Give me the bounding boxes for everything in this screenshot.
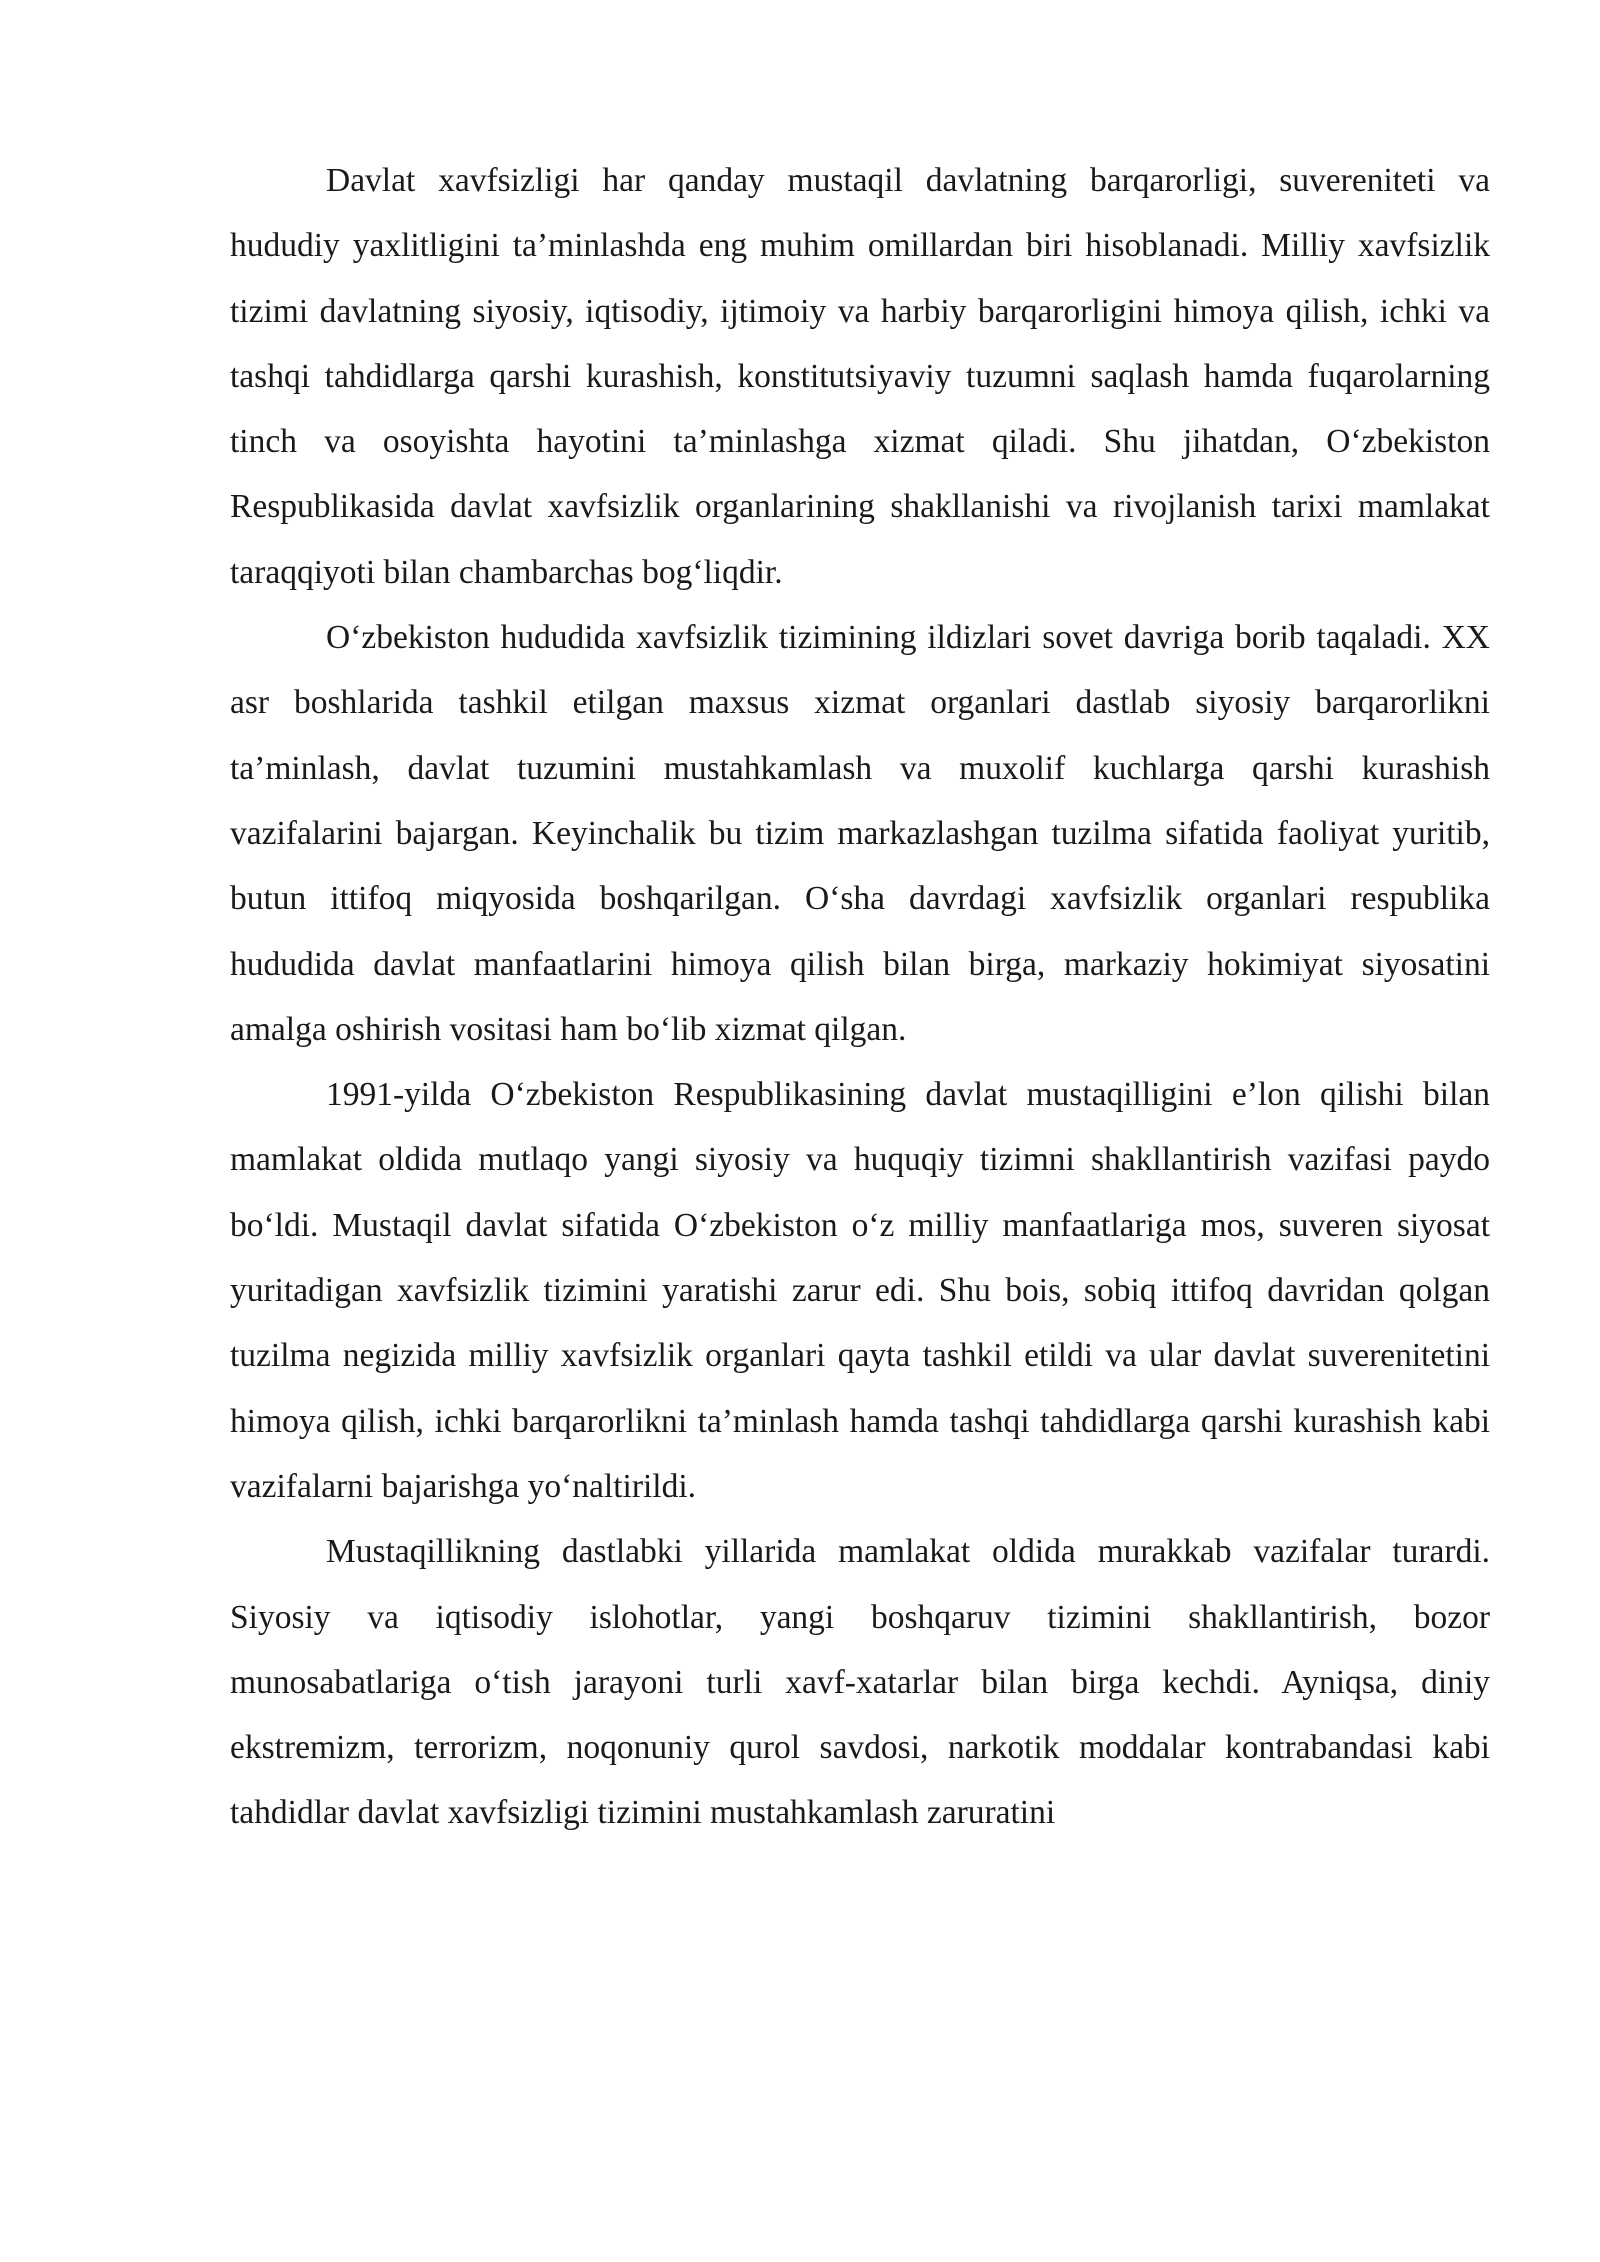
paragraph-1: Davlat xavfsizligi har qanday mustaqil davlatning barqarorligi, suvereniteti va hududiy yaxlitligini ta’minlashda eng muhim omillardan biri hisoblanadi. Milliy xavfsizlik tizimi davlatning siyosiy, iqtisodiy, ijtimoiy va harbiy barqarorligini himoya qilish, ichki va tashqi tahdidlarga qarshi kurashish, konstitutsiyaviy tuzumni saqlash hamda fuqarolarning tinch va osoyishta hayotini ta’minlashga xizmat qiladi. Shu jihatdan, O‘zbekiston Respublikasida davlat xavfsizlik organlarining shakllanishi va rivojlanish tarixi mamlakat taraqqiyoti bilan chambarchas bog‘liqdir. (230, 162, 1490, 591)
paragraph-3: 1991-yilda O‘zbekiston Respublikasining davlat mustaqilligini e’lon qilishi bilan mamlakat oldida mutlaqo yangi siyosiy va huquqiy tizimni shakllantirish vazifasi paydo bo‘ldi. Mustaqil davlat sifatida O‘zbekiston o‘z milliy manfaatlariga mos, suveren siyosat yuritadigan xavfsizlik tizimini yaratishi zarur edi. Shu bois, sobiq ittifoq davridan qolgan tuzilma negizida milliy xavfsizlik organlari qayta tashkil etildi va ular davlat suverenitetini himoya qilish, ichki barqarorlikni ta’minlash hamda tashqi tahdidlarga qarshi kurashish kabi vazifalarni bajarishga yo‘naltirildi. (230, 1076, 1490, 1505)
document-body (230, 148, 1490, 1846)
paragraph-2: O‘zbekiston hududida xavfsizlik tizimining ildizlari sovet davriga borib taqaladi. XX asr boshlarida tashkil etilgan maxsus xizmat organlari dastlab siyosiy barqarorlikni ta’minlash, davlat tuzumini mustahkamlash va muxolif kuchlarga qarshi kurashish vazifalarini bajargan. Keyinchalik bu tizim markazlashgan tuzilma sifatida faoliyat yuritib, butun ittifoq miqyosida boshqarilgan. O‘sha davrdagi xavfsizlik organlari respublika hududida davlat manfaatlarini himoya qilish bilan birga, markaziy hokimiyat siyosatini amalga oshirish vositasi ham bo‘lib xizmat qilgan. (230, 619, 1490, 1048)
paragraph-4: Mustaqillikning dastlabki yillarida mamlakat oldida murakkab vazifalar turardi. Siyosiy va iqtisodiy islohotlar, yangi boshqaruv tizimini shakllantirish, bozor munosabatlariga o‘tish jarayoni turli xavf-xatarlar bilan birga kechdi. Ayniqsa, diniy ekstremizm, terrorizm, noqonuniy qurol savdosi, narkotik moddalar kontrabandasi kabi tahdidlar davlat xavfsizligi tizimini mustahkamlash zaruratini (230, 1533, 1490, 1832)
